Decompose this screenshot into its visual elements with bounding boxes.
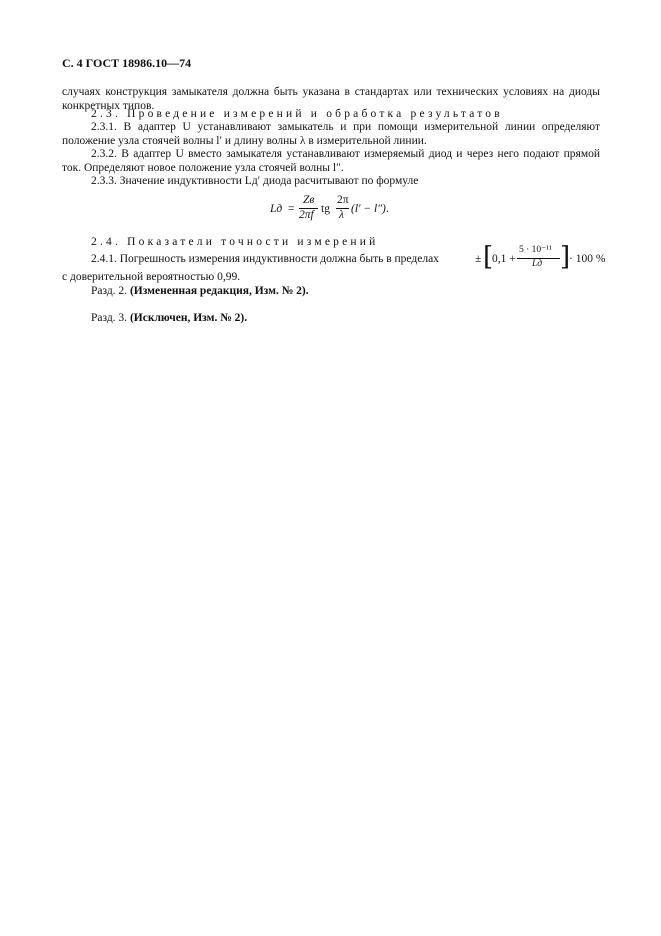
note-section-2-label: Разд. 2. [91, 285, 130, 297]
formula-paren: (l′ − l″) [351, 203, 386, 215]
note-section-2-text: (Измененная редакция, Изм. № 2). [129, 285, 309, 297]
error-base: 0,1 + [492, 253, 516, 265]
error-bound-expression [475, 242, 605, 274]
note-section-2 [91, 285, 309, 299]
error-denominator: Lд [532, 259, 543, 269]
note-section-3 [91, 312, 247, 326]
paragraph-2-4-1: 2.4.1. Погрешность измерения индуктивности должна быть в пределах [91, 253, 439, 265]
right-bracket: ] [560, 242, 571, 272]
paragraph-2-4-1-cont: с доверительной вероятностью 0,99. [62, 271, 241, 283]
left-bracket: [ [483, 242, 494, 272]
formula-frac2-num: 2π [337, 194, 349, 206]
paragraph-2-3-2: 2.3.2. В адаптер U вместо замыкателя устанавливают измеряемый диод и через него подают прямой ток. Определяют новое положение узла стоячей волны l″. [62, 148, 600, 174]
section-2-4-heading: 2.4. Показатели точности измерений [91, 236, 379, 248]
formula-equals: = [288, 203, 295, 215]
paragraph-2-3-1: 2.3.1. В адаптер U устанавливают замыкатель и при помощи измерительной линии определяют положение узла стоячей волны l′ и длину волны λ в измерительной линии. [62, 121, 600, 147]
formula-end: . [386, 203, 389, 215]
paragraph-continuation: случаях конструкция замыкателя должна быть указана в стандартах или технических условиях на диоды конкретных типов. [62, 86, 600, 112]
note-section-3-text: (Исключен, Изм. № 2). [129, 312, 248, 324]
formula-lhs: Lд [270, 203, 283, 215]
formula-frac1-num: Zв [303, 194, 315, 206]
paragraph-2-3-3: 2.3.3. Значение индуктивности Lд′ диода расчитывают по формуле [91, 175, 419, 187]
page-header: С. 4 ГОСТ 18986.10—74 [62, 56, 192, 70]
section-2-3-heading: 2.3. Проведение измерений и обработка результатов [91, 108, 503, 120]
formula-tg: tg [321, 203, 330, 215]
plus-minus-sign: ± [475, 253, 482, 265]
note-section-3-label: Разд. 3. [91, 312, 130, 324]
error-numerator: 5 · 10⁻¹¹ [519, 245, 552, 255]
error-multiplier: · 100 % [569, 253, 606, 265]
formula-frac2-den: λ [339, 209, 344, 221]
formula-frac1-den: 2πf [299, 209, 314, 221]
